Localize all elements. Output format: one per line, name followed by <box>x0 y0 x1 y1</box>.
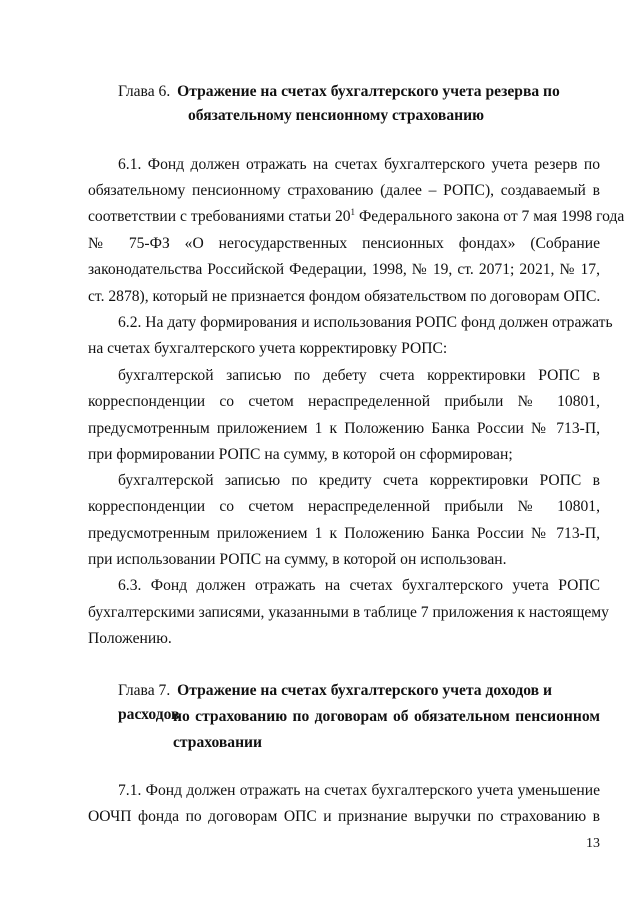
chapter-6-prefix: Глава 6. <box>118 83 171 100</box>
credit-entry-line: при использовании РОПС на сумму, в которой он использован. <box>88 551 507 568</box>
para-6-1-line: 6.1. Фонд должен отражать на счетах бухгалтерского учета резерв по <box>118 156 600 173</box>
para-6-1-line: обязательному пенсионному страхованию (далее – РОПС), создаваемый в <box>88 182 600 199</box>
para-7-1-line: ООЧП фонда по договорам ОПС и признание выручки по страхованию в <box>88 808 600 825</box>
chapter-7-title-line-2: по страхованию по договорам об обязательном пенсионном <box>173 708 600 725</box>
chapter-6-title-line-2: обязательному пенсионному страхованию <box>188 107 485 124</box>
debit-entry-line: корреспонденции со счетом нераспределенной прибыли № 10801, <box>88 393 600 410</box>
para-6-3-line: бухгалтерскими записями, указанными в таблице 7 приложения к настоящему <box>88 604 609 621</box>
chapter-7-prefix: Глава 7. <box>118 682 171 699</box>
para-6-1-line: № 75-ФЗ «О негосударственных пенсионных фондах» (Собрание <box>88 235 600 252</box>
chapter-6-title-line-1: Отражение на счетах бухгалтерского учета резерва по <box>177 83 560 100</box>
credit-entry-line: предусмотренным приложением 1 к Положению Банка России № 713-П, <box>88 525 600 542</box>
page-number: 13 <box>586 836 600 851</box>
para-6-2-line: на счетах бухгалтерского учета корректировку РОПС: <box>88 340 448 357</box>
para-6-1-line: ст. 2878), который не признается фондом обязательством по договорам ОПС. <box>88 288 601 305</box>
para-6-1-text: соответствии с требованиями статьи 20 <box>88 208 351 225</box>
para-6-3-line: Положению. <box>88 630 172 647</box>
debit-entry-line: при формировании РОПС на сумму, в которой он сформирован; <box>88 446 513 463</box>
credit-entry-line: бухгалтерской записью по кредиту счета корректировки РОПС в <box>118 472 600 489</box>
debit-entry-line: предусмотренным приложением 1 к Положению Банка России № 713-П, <box>88 420 600 437</box>
credit-entry-line: корреспонденции со счетом нераспределенной прибыли № 10801, <box>88 498 600 515</box>
debit-entry-line: бухгалтерской записью по дебету счета корректировки РОПС в <box>118 367 600 384</box>
para-6-1-line <box>88 204 625 230</box>
para-6-2-line: 6.2. На дату формирования и использования РОПС фонд должен отражать <box>118 314 613 331</box>
chapter-7-title-line-1: Отражение на счетах бухгалтерского учета доходов и расходов <box>118 682 552 723</box>
para-6-1-text: Федерального закона от 7 мая 1998 года <box>355 208 625 225</box>
superscript-article-number: 1 <box>350 207 356 217</box>
para-6-1-line: законодательства Российской Федерации, 1998, № 19, ст. 2071; 2021, № 17, <box>88 261 600 278</box>
chapter-7-title-line-3: страховании <box>173 734 263 751</box>
para-6-3-line: 6.3. Фонд должен отражать на счетах бухгалтерского учета РОПС <box>118 577 600 594</box>
para-7-1-line: 7.1. Фонд должен отражать на счетах бухгалтерского учета уменьшение <box>118 782 600 799</box>
chapter-6-heading <box>118 80 600 104</box>
